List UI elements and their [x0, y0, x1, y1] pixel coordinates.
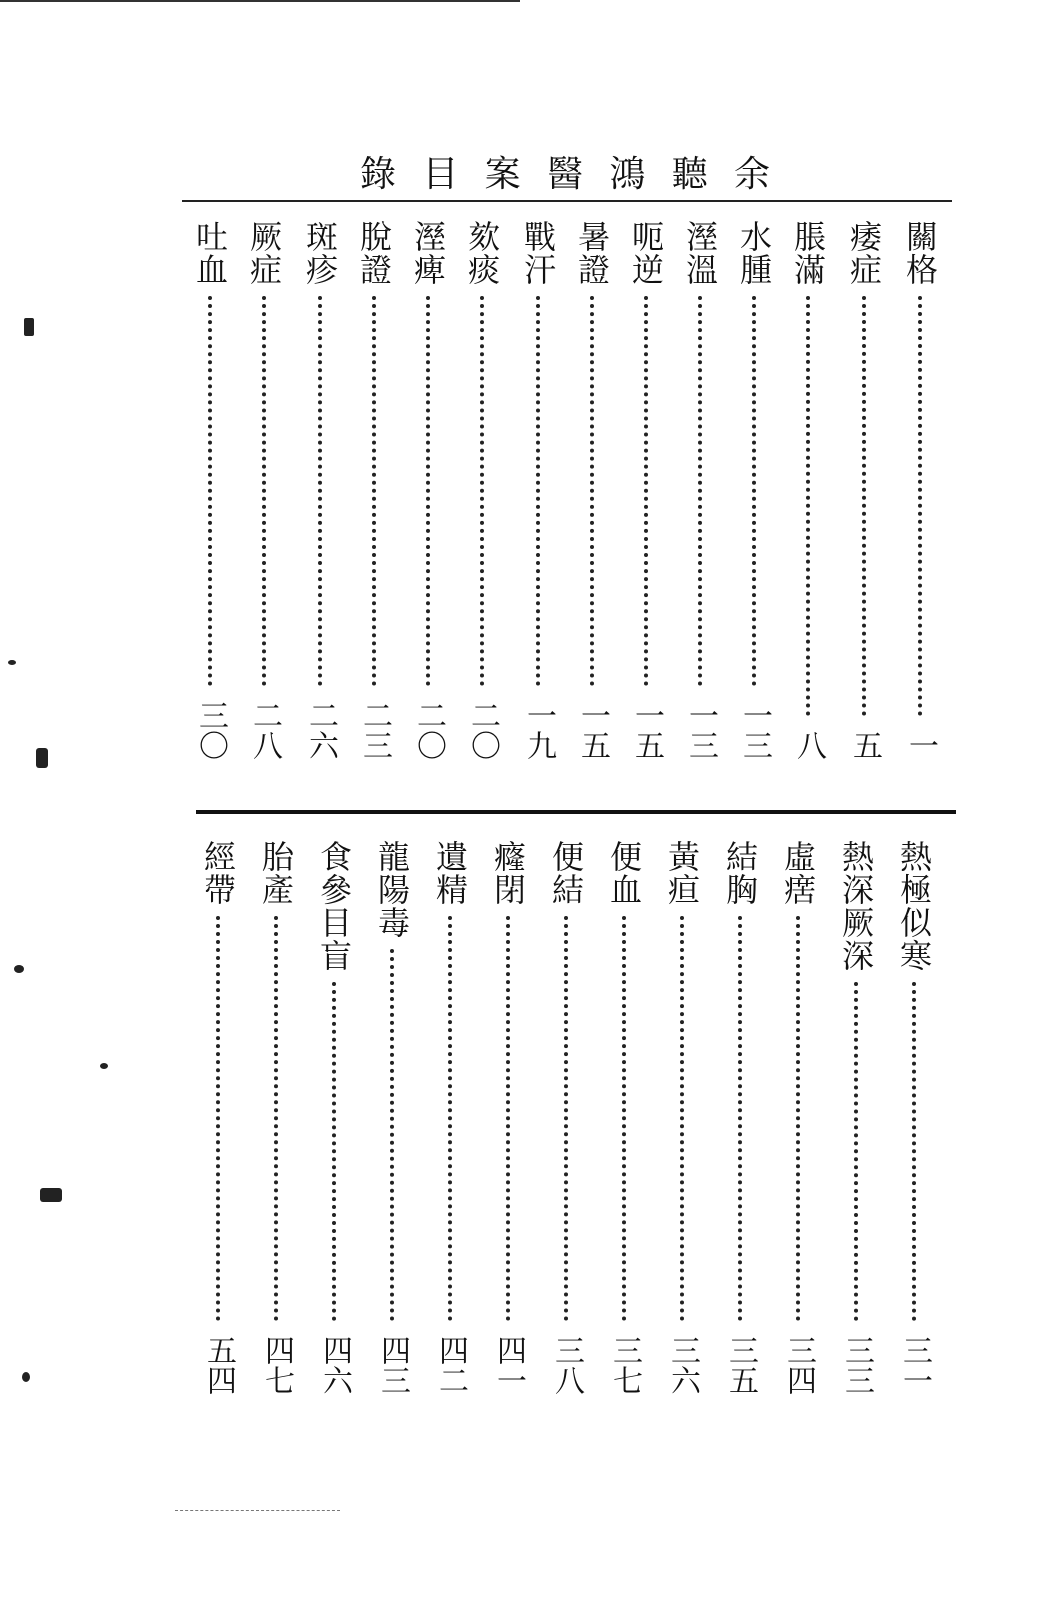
entry-title: 溼溫	[681, 220, 719, 286]
entry-title: 水腫	[735, 220, 773, 286]
dot-leader	[698, 296, 702, 686]
entry-title: 欬痰	[463, 220, 501, 286]
entry-page: 一三	[737, 700, 772, 760]
entry-page: 三四	[781, 1335, 816, 1395]
entry-title: 吐血	[191, 220, 229, 286]
dot-leader	[506, 916, 510, 1321]
toc-entry	[368, 840, 416, 1395]
ink-speck	[14, 965, 24, 973]
dot-leader	[862, 296, 866, 716]
entry-page: 三一	[897, 1335, 932, 1395]
toc-entry	[296, 220, 344, 760]
page-top-edge	[0, 0, 520, 2]
dot-leader	[918, 296, 922, 716]
entry-title: 便血	[605, 840, 643, 906]
entry-title: 痿症	[845, 220, 883, 286]
title-char: 余	[733, 153, 770, 195]
toc-entry	[840, 220, 888, 760]
dot-leader	[752, 296, 756, 686]
entry-title: 經帶	[199, 840, 237, 906]
entry-page: 二〇	[465, 700, 500, 760]
dot-leader	[318, 296, 322, 686]
toc-entry	[542, 840, 590, 1395]
entry-page: 一三	[683, 700, 718, 760]
toc-entry	[350, 220, 398, 760]
dot-leader	[564, 916, 568, 1321]
entry-title: 黃疸	[663, 840, 701, 906]
dot-leader	[536, 296, 540, 686]
entry-page: 一九	[521, 700, 556, 760]
title-char: 聽	[671, 153, 708, 195]
toc-entry	[676, 220, 724, 760]
entry-title: 虛瘔	[779, 840, 817, 906]
dot-leader	[622, 916, 626, 1321]
entry-page: 一五	[629, 700, 664, 760]
entry-title: 關格	[901, 220, 939, 286]
entry-page: 四一	[491, 1335, 526, 1395]
entry-page: 一五	[575, 700, 610, 760]
toc-entry	[186, 220, 234, 760]
entry-page: 四七	[259, 1335, 294, 1395]
entry-page: 四二	[433, 1335, 468, 1395]
entry-page: 三六	[665, 1335, 700, 1395]
page-title	[360, 148, 770, 194]
entry-page: 三七	[607, 1335, 642, 1395]
entry-page: 四六	[317, 1335, 352, 1395]
title-char: 案	[484, 153, 521, 195]
entry-page: 四三	[375, 1335, 410, 1395]
entry-title: 遺精	[431, 840, 469, 906]
toc-entry	[484, 840, 532, 1395]
entry-title: 熱深厥深	[837, 840, 875, 972]
dot-leader	[208, 296, 212, 686]
ink-speck	[22, 1372, 30, 1382]
entry-title: 胎產	[257, 840, 295, 906]
entry-page: 二〇	[411, 700, 446, 760]
dot-leader	[274, 916, 278, 1321]
entry-page: 一	[903, 730, 938, 760]
dot-leader	[372, 296, 376, 686]
toc-entry	[784, 220, 832, 760]
dot-leader	[480, 296, 484, 686]
entry-title: 脫證	[355, 220, 393, 286]
entry-page: 二八	[247, 700, 282, 760]
entry-title: 厥症	[245, 220, 283, 286]
toc-entry	[730, 220, 778, 760]
toc-entry	[832, 840, 880, 1395]
entry-page: 八	[791, 730, 826, 760]
toc-entry	[622, 220, 670, 760]
header-divider	[182, 200, 952, 202]
ink-speck	[100, 1063, 108, 1069]
dot-leader	[912, 982, 916, 1321]
dot-leader	[680, 916, 684, 1321]
toc-entry	[890, 840, 938, 1395]
entry-title: 結胸	[721, 840, 759, 906]
scan-scratch	[175, 1510, 340, 1511]
entry-page: 五四	[201, 1335, 236, 1395]
entry-page: 二六	[303, 700, 338, 760]
dot-leader	[216, 916, 220, 1321]
entry-title: 戰汗	[519, 220, 557, 286]
ink-speck	[8, 660, 16, 665]
entry-title: 斑疹	[301, 220, 339, 286]
toc-entry	[310, 840, 358, 1395]
entry-title: 食參目盲	[315, 840, 353, 972]
toc-entry	[896, 220, 944, 760]
entry-page: 三〇	[193, 700, 228, 760]
entry-title: 溼痺	[409, 220, 447, 286]
section-divider	[196, 810, 956, 814]
entry-title: 暑證	[573, 220, 611, 286]
toc-entry	[252, 840, 300, 1395]
entry-title: 便結	[547, 840, 585, 906]
dot-leader	[262, 296, 266, 686]
dot-leader	[644, 296, 648, 686]
dot-leader	[390, 949, 394, 1321]
entry-page: 三三	[839, 1335, 874, 1395]
ink-speck	[36, 748, 48, 768]
entry-title: 龍陽毒	[373, 840, 411, 939]
ink-speck	[24, 318, 34, 336]
title-char: 錄	[360, 153, 397, 195]
entry-title: 癃閉	[489, 840, 527, 906]
toc-entry	[458, 220, 506, 760]
toc-entry	[404, 220, 452, 760]
dot-leader	[426, 296, 430, 686]
dot-leader	[332, 982, 336, 1321]
toc-entry	[194, 840, 242, 1395]
dot-leader	[738, 916, 742, 1321]
dot-leader	[806, 296, 810, 716]
dot-leader	[796, 916, 800, 1321]
toc-entry	[568, 220, 616, 760]
entry-page: 三五	[723, 1335, 758, 1395]
dot-leader	[854, 982, 858, 1321]
ink-speck	[40, 1188, 62, 1202]
toc-entry	[240, 220, 288, 760]
toc-entry	[426, 840, 474, 1395]
toc-entry	[658, 840, 706, 1395]
entry-page: 五	[847, 730, 882, 760]
toc-entry	[514, 220, 562, 760]
dot-leader	[448, 916, 452, 1321]
entry-page: 二三	[357, 700, 392, 760]
entry-page: 三八	[549, 1335, 584, 1395]
entry-title: 脹滿	[789, 220, 827, 286]
title-char: 目	[422, 153, 459, 195]
entry-title: 熱極似寒	[895, 840, 933, 972]
toc-entry	[716, 840, 764, 1395]
dot-leader	[590, 296, 594, 686]
title-char: 鴻	[609, 153, 646, 195]
toc-entry	[600, 840, 648, 1395]
toc-entry	[774, 840, 822, 1395]
title-char: 醫	[546, 153, 583, 195]
entry-title: 呃逆	[627, 220, 665, 286]
